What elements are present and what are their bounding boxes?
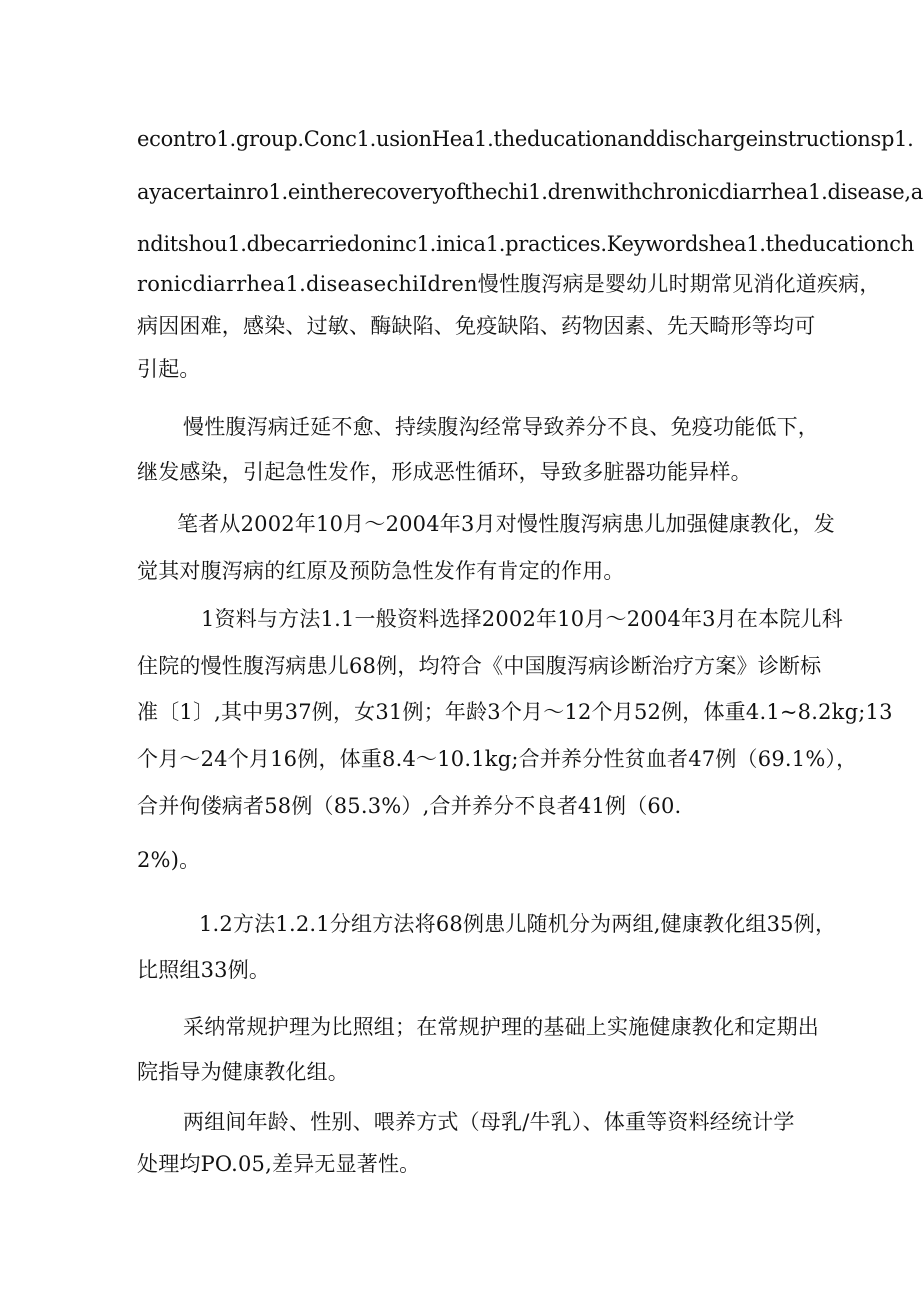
paragraph-line: 2%)。 (137, 848, 201, 872)
paragraph-line: 两组间年龄、性别、喂养方式（母乳/牛乳）、体重等资料经统计学 (183, 1110, 795, 1134)
paragraph-line: 笔者从2002年10月～2004年3月对慢性腹泻病患儿加强健康教化，发 (177, 512, 835, 536)
paragraph-line: ronicdiarrhea1.diseasechiIdren慢性腹泻病是婴幼儿时期常见消化道疾病， (137, 272, 881, 296)
paragraph-line: 1资料与方法1.1一般资料选择2002年10月～2004年3月在本院儿科 (201, 607, 843, 631)
paragraph-line: 慢性腹泻病迁延不愈、持续腹沟经常导致养分不良、免疫功能低下， (183, 415, 819, 439)
paragraph-line: 病因困难，感染、过敏、酶缺陷、免疫缺陷、药物因素、先天畸形等均可 (137, 314, 816, 338)
paragraph-line: 处理均PO.05,差异无显著性。 (137, 1152, 421, 1176)
paragraph-line: 继发感染，引起急性发作，形成恶性循环，导致多脏器功能异样。 (137, 460, 752, 484)
paragraph-line: 引起。 (137, 357, 201, 381)
paragraph-line: 个月～24个月16例，体重8.4～10.1kg;合并养分性贫血者47例（69.1%）， (137, 747, 858, 771)
paragraph-line: 住院的慢性腹泻病患儿68例，均符合《中国腹泻病诊断治疗方案》诊断标 (137, 654, 822, 678)
paragraph-line: 比照组33例。 (137, 958, 271, 982)
paragraph-line: 合并佝偻病者58例（85.3%）,合并养分不良者41例（60. (137, 794, 682, 818)
paragraph-line: 准〔1〕,其中男37例，女31例；年龄3个月～12个月52例，体重4.1~8.2kg;13 (137, 700, 893, 724)
paragraph-line: 1.2方法1.2.1分组方法将68例患儿随机分为两组,健康教化组35例， (199, 912, 837, 936)
paragraph-line: nditshou1.dbecarriedoninc1.inica1.practices.Keywordshea1.theducationch (137, 232, 914, 256)
paragraph-line: ayacertainro1.eintherecoveryofthechi1.drenwithchronicdiarrhea1.disease,a (137, 180, 923, 204)
paragraph-line: econtro1.group.Conc1.usionHea1.theducationanddischargeinstructionsp1. (137, 127, 914, 151)
paragraph-line: 采纳常规护理为比照组；在常规护理的基础上实施健康教化和定期出 (183, 1015, 819, 1039)
paragraph-line: 觉其对腹泻病的红原及预防急性发作有肯定的作用。 (137, 559, 625, 583)
paragraph-line: 院指导为健康教化组。 (137, 1060, 349, 1084)
